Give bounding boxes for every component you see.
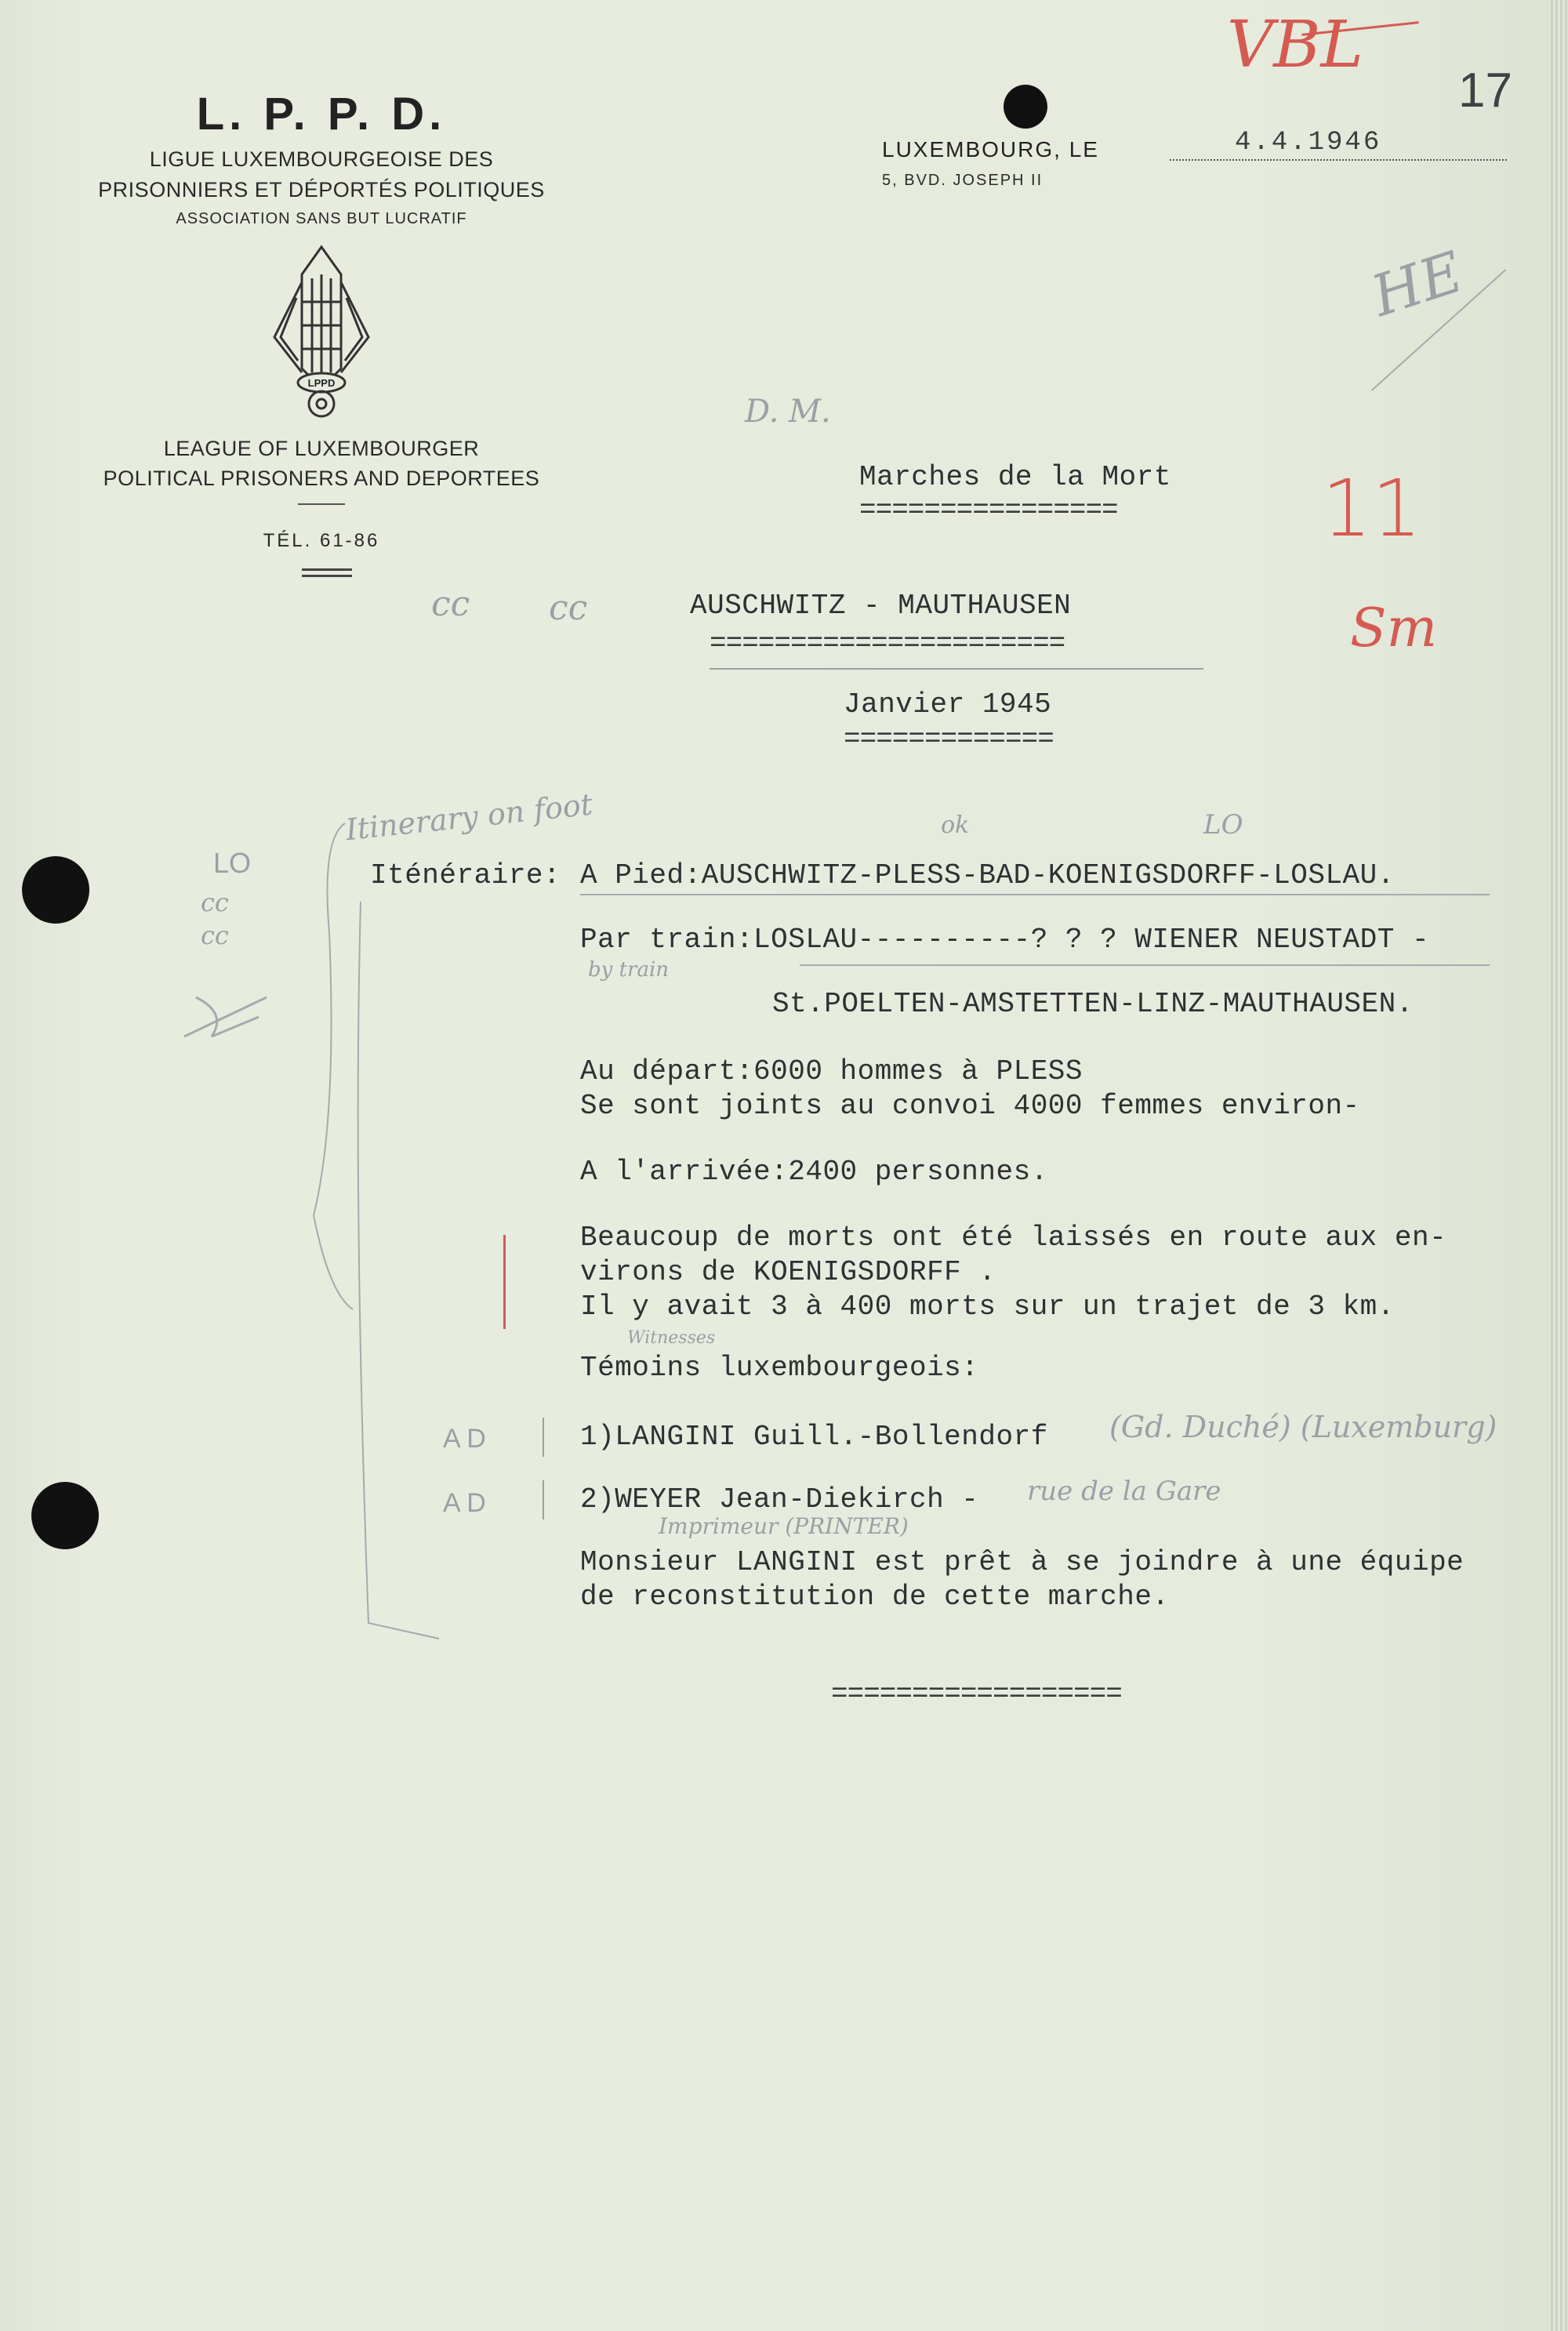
margin-ad-1: A D (443, 1424, 486, 1454)
pencil-street-note: rue de la Gare (1027, 1476, 1221, 1507)
phone-underline-1 (302, 568, 352, 571)
pencil-dm-mark: D. M. (745, 394, 831, 430)
pencil-location-note: (Gd. Duché) (Luxemburg) (1109, 1410, 1497, 1444)
dead-line-1: Beaucoup de morts ont été laissés en route aux en- (580, 1222, 1447, 1254)
closing-line-2: de reconstitution de cette marche. (580, 1581, 1170, 1613)
departure-line-1: Au départ:6000 hommes à PLESS (580, 1055, 1083, 1087)
pencil-tick-1 (543, 1418, 544, 1457)
pencil-cc-2: cc (549, 588, 588, 628)
punch-hole-top (1004, 85, 1047, 129)
pencil-witnesses-note: Witnesses (627, 1328, 716, 1348)
red-margin-line (503, 1235, 506, 1329)
org-name-fr-line2: PRISONNIERS ET DÉPORTÉS POLITIQUES (98, 178, 545, 202)
red-reference-mark: VBL (1227, 8, 1363, 82)
dead-line-2: virons de KOENIGSDORFF . (580, 1256, 996, 1288)
pencil-cross-mark (180, 989, 274, 1044)
dead-line-3: Il y avait 3 à 400 morts sur un trajet de 3 km. (580, 1291, 1395, 1323)
closing-line-1: Monsieur LANGINI est prêt à se joindre à une équipe (580, 1546, 1465, 1578)
punch-hole-upper (22, 856, 89, 924)
witness-2: 2)WEYER Jean-Diekirch - (580, 1483, 979, 1516)
document-heading: Marches de la Mort (859, 461, 1171, 493)
margin-lo: LO (213, 847, 252, 879)
pencil-by-train: by train (588, 958, 670, 982)
route-title: AUSCHWITZ - MAUTHAUSEN (690, 590, 1072, 622)
route-rule: ====================== (710, 627, 1065, 659)
pencil-underline-foot (580, 894, 1490, 895)
itinerary-by-train-1: Par train:LOSLAU----------? ? ? WIENER NEUSTADT - (580, 924, 1430, 956)
org-name-en-line2: POLITICAL PRISONERS AND DEPORTEES (103, 467, 540, 490)
heading-rule: ================ (859, 494, 1118, 526)
pencil-ok-mark: ok (941, 811, 970, 839)
page-number: 17 (1458, 64, 1512, 118)
pencil-itinerary-note: Itinerary on foot (343, 786, 594, 848)
phone-underline-2 (302, 575, 352, 577)
arrival-line: A l'arrivée:2400 personnes. (580, 1156, 1048, 1188)
lppd-logo-emblem (267, 243, 376, 423)
pencil-cc-1: cc (431, 584, 470, 624)
red-double-stroke: 11 (1322, 463, 1422, 554)
page-edge (1551, 0, 1568, 2331)
association-label: ASSOCIATION SANS BUT LUCRATIF (176, 210, 467, 227)
letterhead-divider (298, 503, 345, 505)
date-rule: ============= (844, 723, 1054, 755)
org-name-en-line1: LEAGUE OF LUXEMBOURGER (163, 437, 480, 460)
phone-number: TÉL. 61-86 (263, 530, 380, 551)
pencil-reference-mark: HE (1363, 238, 1471, 329)
org-abbreviation: L. P. P. D. (196, 89, 447, 140)
witnesses-label: Témoins luxembourgeois: (580, 1352, 979, 1384)
pencil-margin-bracket (298, 808, 455, 1654)
end-rule: ================== (831, 1678, 1122, 1710)
itinerary-on-foot: A Pied:AUSCHWITZ-PLESS-BAD-KOENIGSDORFF-LOSLAU. (580, 859, 1395, 891)
date-line: Janvier 1945 (844, 688, 1052, 721)
place-prefix: LUXEMBOURG, LE (882, 137, 1099, 162)
org-name-fr-line1: LIGUE LUXEMBOURGEOISE DES (149, 147, 494, 171)
itinerary-by-train-2: St.POELTEN-AMSTETTEN-LINZ-MAUTHAUSEN. (772, 988, 1414, 1020)
pencil-tick-2 (543, 1480, 544, 1520)
pencil-printer-note: Imprimeur (PRINTER) (659, 1513, 909, 1539)
letter-date: 4.4.1946 (1235, 128, 1382, 158)
witness-1: 1)LANGINI Guill.-Bollendorf (580, 1421, 1048, 1453)
logo-text: LPPD (307, 377, 336, 389)
margin-cc-2: cc (201, 920, 229, 950)
itinerary-label: Iténéraire: (370, 859, 561, 891)
margin-ad-2: A D (443, 1488, 486, 1518)
pencil-underline-train (800, 964, 1490, 966)
date-dotted-line (1170, 159, 1507, 161)
punch-hole-lower (31, 1482, 99, 1549)
pencil-lo-mark: LO (1203, 809, 1243, 841)
margin-cc-1: cc (201, 888, 229, 917)
red-initials: Sm (1350, 597, 1438, 659)
org-address: 5, BVD. JOSEPH II (882, 172, 1044, 189)
pencil-underline-route (710, 668, 1203, 670)
departure-line-2: Se sont joints au convoi 4000 femmes environ- (580, 1090, 1360, 1122)
